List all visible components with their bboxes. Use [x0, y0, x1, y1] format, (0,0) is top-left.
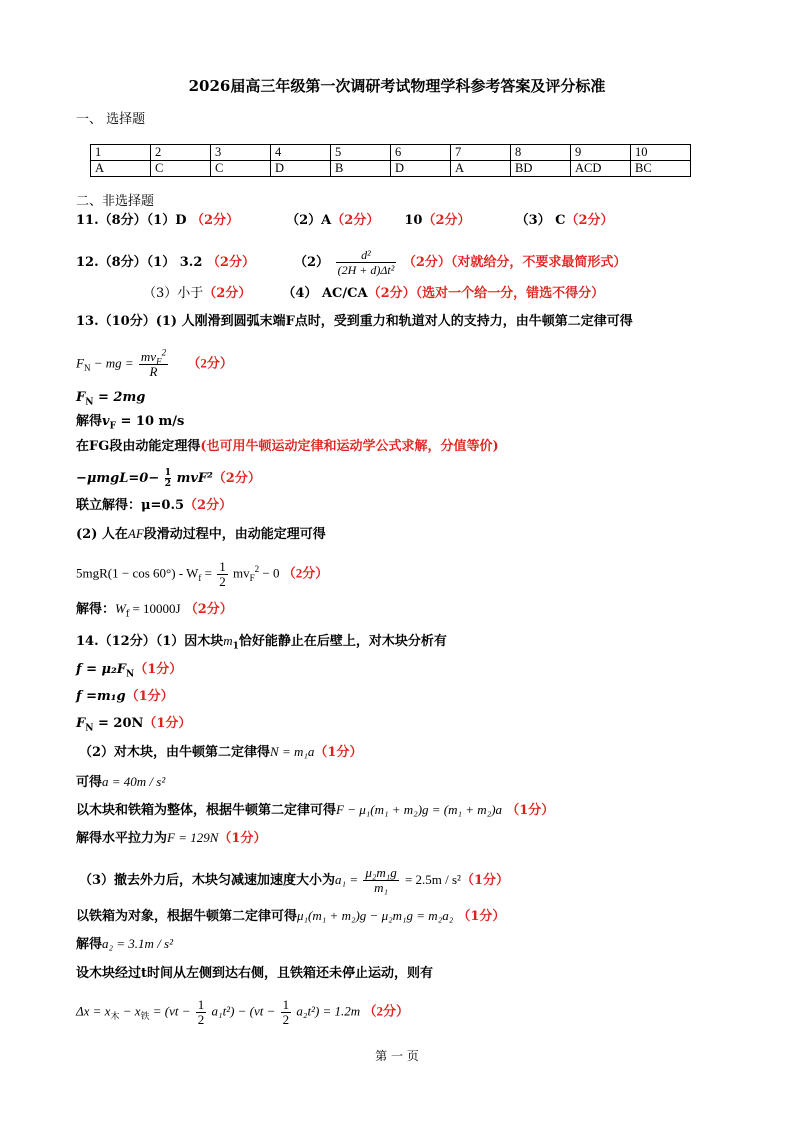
table-cell-number: 5: [331, 145, 391, 161]
table-cell-answer: D: [271, 161, 331, 177]
table-row-answers: [91, 161, 691, 177]
table-cell-number: 4: [271, 145, 331, 161]
q13-wf-score: （2分）: [184, 602, 233, 617]
q13-energy-score: （2分）: [212, 471, 261, 486]
table-cell-answer: D: [391, 161, 451, 177]
q11-part2: （2）A: [286, 213, 332, 228]
table-cell-number: 9: [571, 145, 631, 161]
q12-number: 12.（8分）: [76, 255, 147, 270]
q11-part1-score: （2分）: [191, 213, 240, 228]
q12-fraction-denominator: (2H + d)Δt²: [337, 263, 395, 277]
q12-part1-score: （2分）: [206, 255, 255, 270]
q13-part2-heading: (2) 人在AF段滑动过程中，由动能定理可得: [76, 526, 326, 542]
q12-part1: （1） 3.2: [146, 255, 203, 270]
choice-answer-table: [90, 144, 691, 177]
q11-number: 11.（8分）: [76, 213, 147, 228]
q13-eq1-score: （2分）: [187, 355, 233, 371]
q14-part2: （2）对木块，由牛顿第二定律得N = m₁a（1分）: [79, 744, 363, 760]
q12-part4: （4） AC/CA: [282, 286, 368, 301]
q12-part4-score: （2分）（选对一个给一分，错选不得分）: [367, 286, 605, 301]
q14-heading: 14.（12分）（1）因木块$m_1$恰好能静止在后壁上，对木块分析有: [76, 633, 447, 652]
table-cell-answer: BD: [511, 161, 571, 177]
q12-part2-score: （2分）（对就给分，不要求最简形式）: [402, 255, 627, 270]
q14-dx-text: 设木块经过t时间从左侧到达右侧，且铁箱还未停止运动，则有: [76, 966, 434, 981]
q13-mu-line: 联立解得：μ=0.5（2分）: [76, 498, 233, 513]
table-cell-number: 2: [151, 145, 211, 161]
q13-fn-line: $F_N = 2mg$: [76, 390, 146, 408]
q12-part3: （3）小于: [143, 286, 204, 301]
q13-energy-equation: −μmgL=0− $\frac{1}{2}$ mvF²（2分）: [76, 468, 261, 489]
q11-part2b-score: （2分）: [422, 213, 471, 228]
q13-wf-line: 解得：$W_f = 10000J$ （2分）: [76, 601, 233, 620]
q11-part2-score: （2分）: [331, 213, 380, 228]
q13-fg-note: (也可用牛顿运动定律和运动学公式求解，分值等价): [200, 439, 499, 454]
q11-part3-score: （2分）: [565, 213, 614, 228]
q12-line1: [76, 248, 626, 277]
q11-line: [76, 212, 614, 230]
page-footer: 第 一 页: [375, 1049, 419, 1063]
q13-equation1: $F_N$ − mg = $\frac{mv_F^2}{R}$ （2分）: [76, 347, 233, 379]
q14-box-line: 以铁箱为对象，根据牛顿第二定律可得μ₁(m₁ + m₂)g − μ₂m₁g = m₂a₂ （1分）: [76, 908, 506, 924]
table-cell-answer: A: [91, 161, 151, 177]
table-cell-answer: A: [451, 161, 511, 177]
table-cell-number: 6: [391, 145, 451, 161]
q14-friction-gravity: f =m₁g（1分）: [76, 689, 174, 704]
table-cell-answer: BC: [631, 161, 691, 177]
table-cell-answer: C: [211, 161, 271, 177]
table-row-numbers: [91, 145, 691, 161]
section-nonchoice-heading: 二、非选择题: [76, 194, 155, 209]
table-cell-number: 1: [91, 145, 151, 161]
q12-fraction: [336, 248, 397, 277]
q12-line2: [143, 285, 604, 303]
table-cell-answer: C: [151, 161, 211, 177]
table-cell-answer: ACD: [571, 161, 631, 177]
table-cell-number: 10: [631, 145, 691, 161]
q14-a2-line: 解得a₂ = 3.1m / s²: [76, 936, 174, 952]
q13-equation2: $5mgR(1 - \cos 60^\circ) - W_f$ = $\frac{1}{2}$ $mv_F^2 - 0$ （2分）: [76, 559, 329, 589]
q14-friction-eq: $f = \mu_2F_N(1$分）: [76, 662, 183, 680]
page-title: 2026届高三年级第一次调研考试物理学科参考答案及评分标准: [188, 77, 606, 95]
q12-part2: （2）: [294, 255, 330, 270]
q13-heading: 13.（10分）(1) 人刚滑到圆弧末端F点时，受到重力和轨道对人的支持力，由牛顿第二定律可得: [76, 314, 633, 329]
q11-part3: （3） C: [515, 213, 566, 228]
q11-part1: （1）D: [146, 213, 187, 228]
q14-part3: （3）撤去外力后，木块匀减速加速度大小为a₁ = $\frac{\text{μ₂m₁g}}{\text{m₁}}$ = 2.5m / s²（1分）: [79, 865, 509, 895]
q12-part3-score: （2分）: [203, 286, 252, 301]
table-cell-number: 7: [451, 145, 511, 161]
q14-force-line: 解得水平拉力为F = 129N（1分）: [76, 830, 267, 846]
q13-fg-line: 在FG段由动能定理得(也可用牛顿运动定律和运动学公式求解，分值等价): [76, 439, 499, 454]
q11-part2b: 10: [404, 213, 423, 228]
q12-fraction-numerator: d²: [336, 248, 397, 263]
q13-mu-score: （2分）: [184, 498, 233, 513]
table-cell-number: 8: [511, 145, 571, 161]
q14-dx-equation: $\Delta x = x_木 - x_铁 = (vt$ − $\frac{1}{2}$ a₁t²) − (vt − $\frac{1}{2}$ a₂t²) = 1.2m （2分）: [76, 997, 409, 1027]
q14-accel-line: 可得a = 40m / s²: [76, 774, 166, 790]
q13-vf-line: 解得$v_F = 10$ m/s: [76, 414, 185, 432]
q14-whole-line: 以木块和铁箱为整体，根据牛顿第二定律可得F − μ₁(m₁ + m₂)g = (m₁ + m₂)a （1分）: [76, 802, 555, 818]
table-cell-number: 3: [211, 145, 271, 161]
q13-eq2-score: （2分）: [282, 565, 329, 581]
section-choice-heading: 一、 选择题: [76, 112, 146, 127]
q14-normal-force: $F_N = 20N(1$分）: [76, 716, 192, 734]
table-cell-answer: B: [331, 161, 391, 177]
